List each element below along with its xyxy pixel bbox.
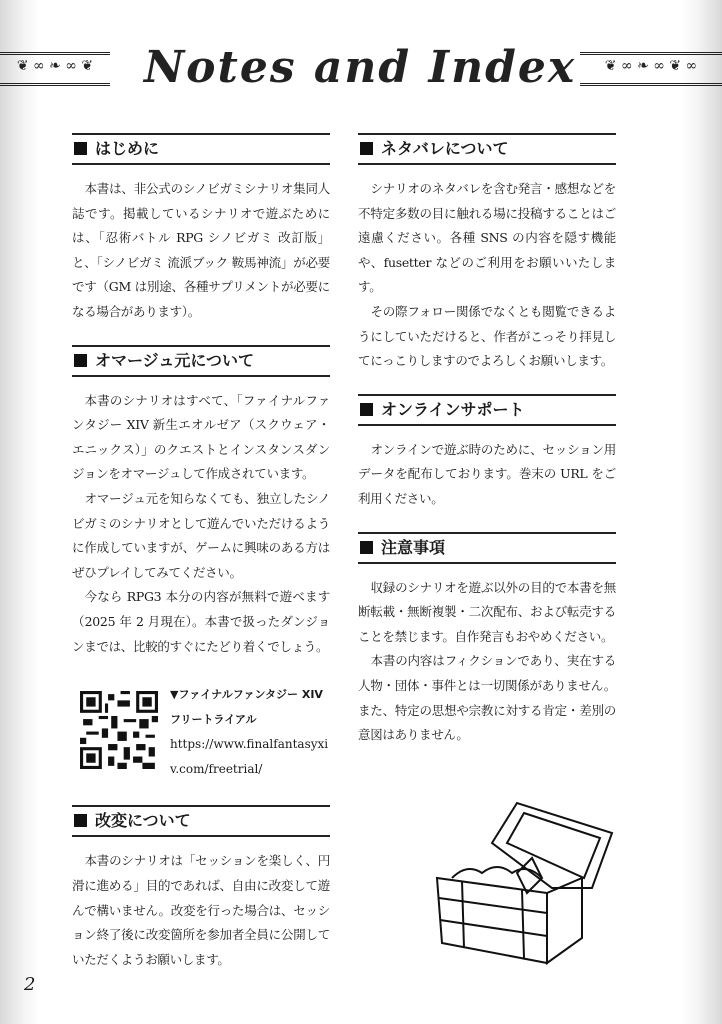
qr-block: [80, 683, 330, 781]
qr-code[interactable]: [80, 691, 158, 769]
paragraph: その際フォロー関係でなくとも閲覧できるようにしていただけると、作者がこっそり拝見してにっこりしますのでよろしくお願いします。: [358, 303, 616, 369]
page-edge-shadow: [0, 0, 40, 1024]
section-heading: はじめに: [95, 139, 160, 158]
paragraph: 本書のシナリオは「セッションを楽しく、円滑に進める」目的であれば、自由に改変して遊んで構いません。改変を行った場合は、セッション終了後に改変箇所を参加者全員に公開していただくようお願いします。: [72, 853, 330, 967]
section-notices: [358, 532, 616, 748]
page-edge-shadow: [682, 0, 722, 1024]
paragraph: 今なら RPG3 本分の内容が無料で遊べます（2025 年 2 月現在）。本書で扱ったダンジョンまでは、比較的すぐにたどり着くでしょう。: [72, 589, 330, 654]
paragraph: シナリオのネタバレを含む発言・感想などを不特定多数の目に触れる場に投稿することはご遠慮ください。各種 SNS の内容を隠す機能や、fusetter などのご利用をお願いいたします。: [358, 181, 616, 295]
section-heading: 改変について: [95, 811, 191, 831]
section-online-support: [358, 394, 616, 512]
section-homage: [72, 345, 330, 660]
paragraph: オンラインで遊ぶ時のために、セッション用データを配布しております。巻末の URL をご利用ください。: [358, 441, 616, 506]
treasure-chest-illustration: [432, 798, 617, 968]
paragraph: 本書は、非公式のシノビガミシナリオ集同人誌です。掲載しているシナリオで遊ぶためには、「忍術バトル RPG シノビガミ 改訂版」と、「シノビガミ 流派ブック 鞍馬神流」が必要です（GM は別途、各種サプリメントが必要になる場合があります）。: [72, 181, 330, 319]
ornament-right-icon: ❦ ∞ ❧ ∞ ❦ ∞: [580, 52, 722, 86]
qr-title: ▼ファイナルファンタジー XIV: [170, 688, 323, 702]
square-bullet-icon: [74, 814, 87, 827]
square-bullet-icon: [360, 403, 373, 416]
section-heading: 注意事項: [381, 537, 446, 557]
square-bullet-icon: [74, 354, 87, 367]
section-modification: [72, 805, 330, 972]
section-heading: オンラインサポート: [381, 399, 525, 419]
paragraph: 本書の内容はフィクションであり、実在する人物・団体・事件とは一切関係がありません。また、特定の思想や宗教に対する肯定・差別の意図はありません。: [358, 653, 616, 743]
section-introduction: [72, 133, 330, 325]
section-heading: ネタバレについて: [381, 139, 509, 158]
paragraph: オマージュ元を知らなくても、独立したシノビガミのシナリオとして遊んでいただけるように作成していますが、ゲームに興味のある方はぜひプレイしてみてください。: [72, 490, 330, 580]
qr-subtitle: フリートライアル: [170, 712, 257, 726]
qr-url[interactable]: https://www.finalfantasyxiv.com/freetrial/: [170, 737, 329, 776]
right-column: [358, 133, 616, 968]
page-number: 2: [24, 974, 36, 995]
page-title: Notes and Index: [143, 42, 577, 93]
section-spoilers: [358, 133, 616, 374]
section-heading: オマージュ元について: [95, 350, 255, 370]
paragraph: 収録のシナリオを遊ぶ以外の目的で本書を無断転載・無断複製・二次配布、および転売することを禁じます。自作発言もおやめください。: [358, 579, 616, 644]
qr-caption: [170, 683, 330, 781]
square-bullet-icon: [360, 142, 373, 155]
square-bullet-icon: [360, 541, 373, 554]
left-column: [72, 133, 330, 992]
ornament-left-icon: ❦ ∞ ❧ ∞ ❦: [0, 52, 110, 86]
paragraph: 本書のシナリオはすべて、「ファイナルファンタジー XIV 新生エオルゼア（スクウェア・エニックス）」のクエストとインスタンスダンジョンをオマージュして作成されています。: [72, 392, 330, 482]
square-bullet-icon: [74, 142, 87, 155]
